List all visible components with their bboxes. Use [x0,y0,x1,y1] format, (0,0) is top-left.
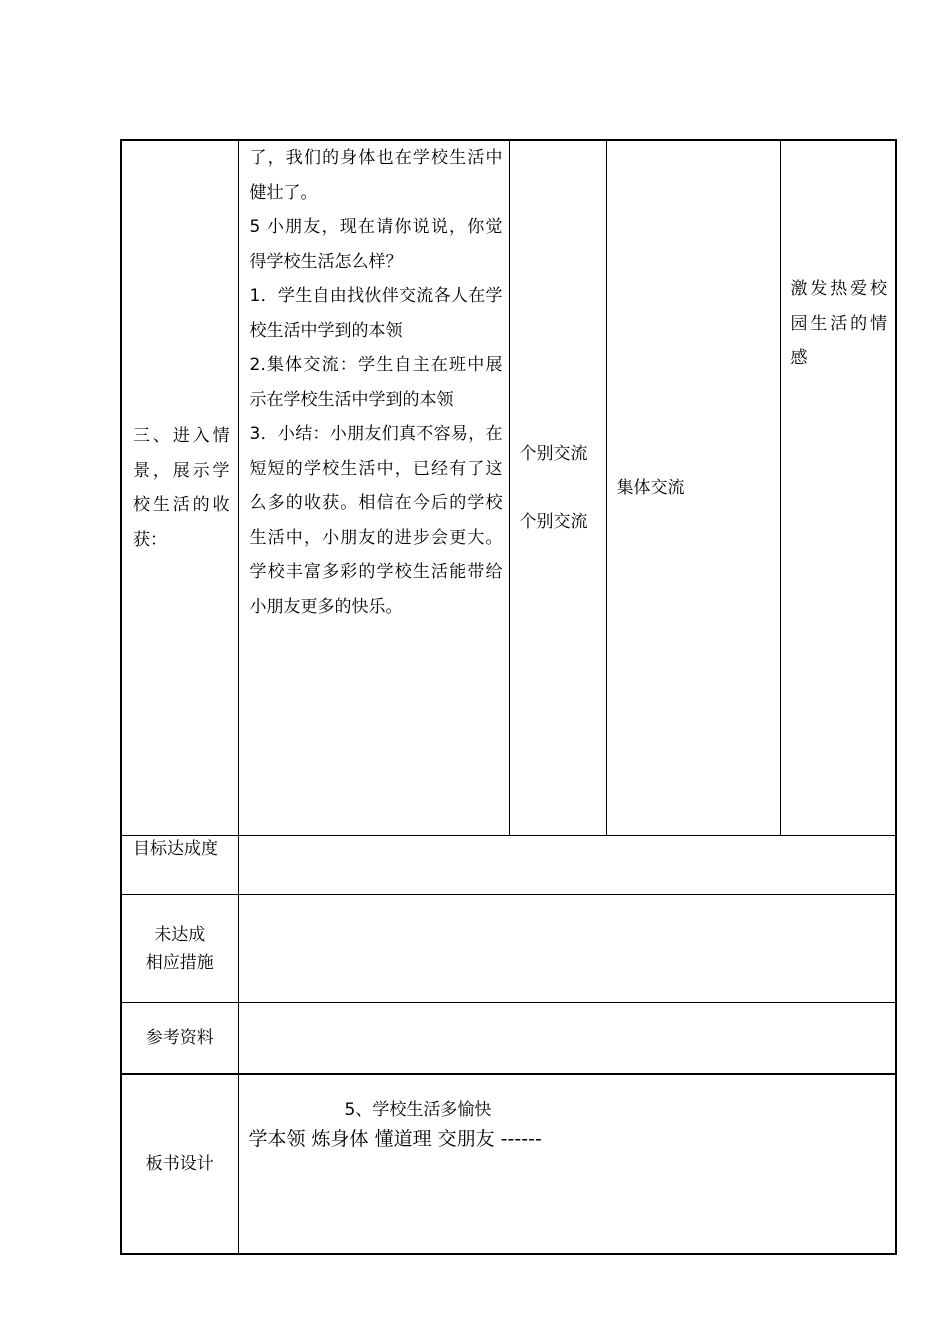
remedial-measures-content [238,895,896,1003]
process-paragraph: 了，我们的身体也在学校生活中健壮了。 [249,148,503,203]
teaching-stage-row [121,140,896,836]
reference-label: 参考资料 [121,1003,238,1075]
process-paragraph: 2.集体交流：学生自主在班中展示在学校生活中学到的本领 [249,355,503,410]
student-activity-text: 个别交流 [519,443,588,464]
target-achievement-content [238,836,896,895]
stage-text: 三、进入情景，展示学校生活的收获： [133,426,230,550]
remedial-measures-label [121,895,238,1003]
reference-content [238,1003,896,1075]
target-achievement-label: 目标达成度 [121,836,238,895]
reference-row [121,1003,896,1075]
stage-cell [121,140,238,836]
remedial-measures-row [121,895,896,1003]
blackboard-design-label: 板书设计 [121,1074,238,1254]
process-paragraph: 3．小结：小朋友们真不容易，在短短的学校生活中，已经有了这么多的收获。相信在今后的学校生活中，小朋友的进步会更大。学校丰富多彩的学校生活能带给小朋友更多的快乐。 [249,424,503,617]
process-paragraph: 1．学生自由找伙伴交流各人在学校生活中学到的本领 [249,286,503,341]
remedial-measures-label-line: 未达成 [154,924,206,945]
teacher-activity-text: 集体交流 [616,477,685,498]
student-activity-text: 个别交流 [519,512,588,532]
design-intent-text: 激发热爱校园生活的情感 [790,279,887,368]
teaching-process-cell [238,140,509,836]
blackboard-design-content [238,1074,896,1254]
blackboard-line: 学本领 炼身体 懂道理 交朋友 ------ [248,1128,542,1150]
lesson-plan-table [120,139,897,1255]
design-intent-cell [780,140,896,836]
blackboard-design-row [121,1074,896,1254]
blackboard-title: 5、学校生活多愉快 [344,1100,492,1120]
remedial-measures-label-line: 相应措施 [145,952,214,973]
student-activity-cell [509,140,606,836]
process-paragraph: 5 小朋友，现在请你说说，你觉得学校生活怎么样？ [249,217,503,272]
target-achievement-row [121,836,896,895]
teacher-activity-cell [606,140,780,836]
